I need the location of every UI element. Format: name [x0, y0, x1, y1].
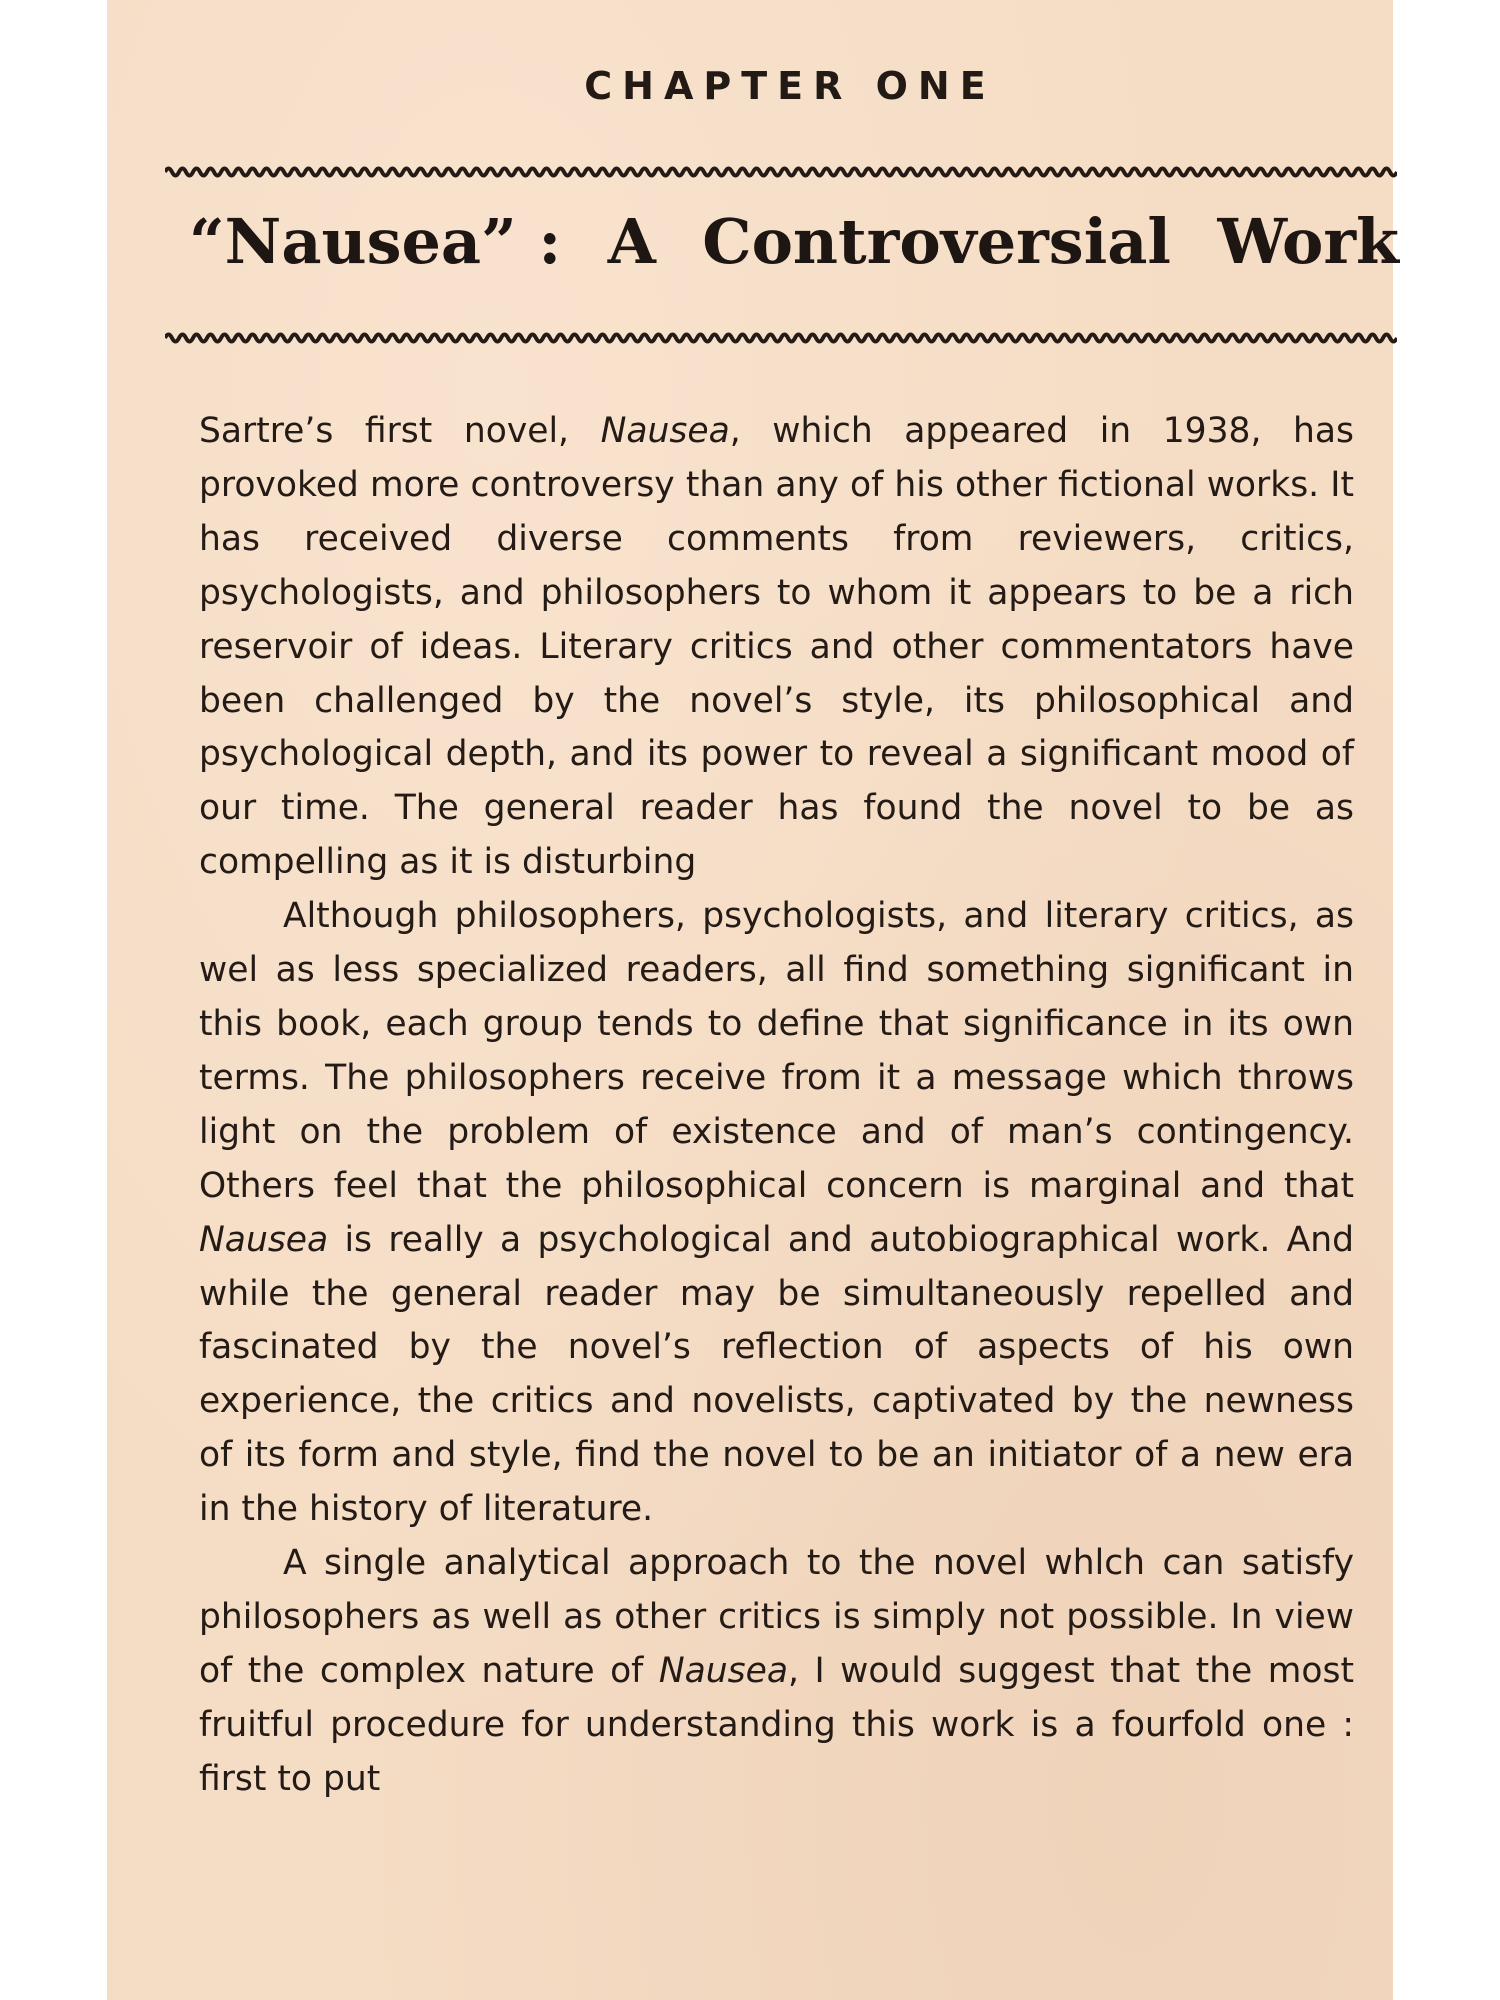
- paragraph-3: A single analytical approach to the novel whlch can satisfy philosophers as well as other critics is simply not possible. In view of the complex nature of Nausea, I would suggest that the most fruitful procedure for understanding this work is a fourfold one : first to put: [199, 1543, 1354, 1799]
- title-nausea: “Nausea” :: [189, 205, 562, 278]
- title-a: A: [607, 205, 656, 278]
- wavy-rule-bottom: [165, 329, 1397, 347]
- book-title-italic: Nausea: [658, 1650, 788, 1691]
- title-controversial: Controversial: [702, 205, 1171, 278]
- book-title-italic: Nausea: [600, 411, 730, 451]
- book-title-italic: Nausea: [199, 1219, 329, 1260]
- wavy-rule-top: [165, 163, 1397, 181]
- book-page: [107, 0, 1399, 2000]
- chapter-title: [189, 205, 1399, 278]
- title-work: Work: [1217, 205, 1399, 278]
- chapter-label: CHAPTER ONE: [584, 64, 996, 108]
- paragraph-1: Sartre’s first novel, Nausea, which appeared in 1938, has provoked more controversy than any of his other fictional works. It has received diverse comments from reviewers, critics, psychologists, and philosophers to whom it appears to be a rich reservoir of ideas. Literary critics and other commentators have been challenged by the novel’s style, its philosophical and psychological depth, and its power to reveal a significant mood of our time. The general reader has found the novel to be as compelling as it is disturbing: [199, 411, 1354, 883]
- body-text: [199, 405, 1354, 1807]
- paragraph-2: Although philosophers, psychologists, and literary critics, as wel as less specialized readers, all find something significant in this book, each group tends to define that significance in its own terms. The philosophers receive from it a message which throws light on the problem of existence and of man’s contingency. Others feel that the philosophical concern is marginal and that Nausea is really a psychological and autobiographical work. And while the general reader may be simultaneously repelled and fascinated by the novel’s reflection of aspects of his own experience, the critics and novelists, captivated by the newness of its form and style, find the novel to be an initiator of a new era in the history of literature.: [199, 896, 1354, 1530]
